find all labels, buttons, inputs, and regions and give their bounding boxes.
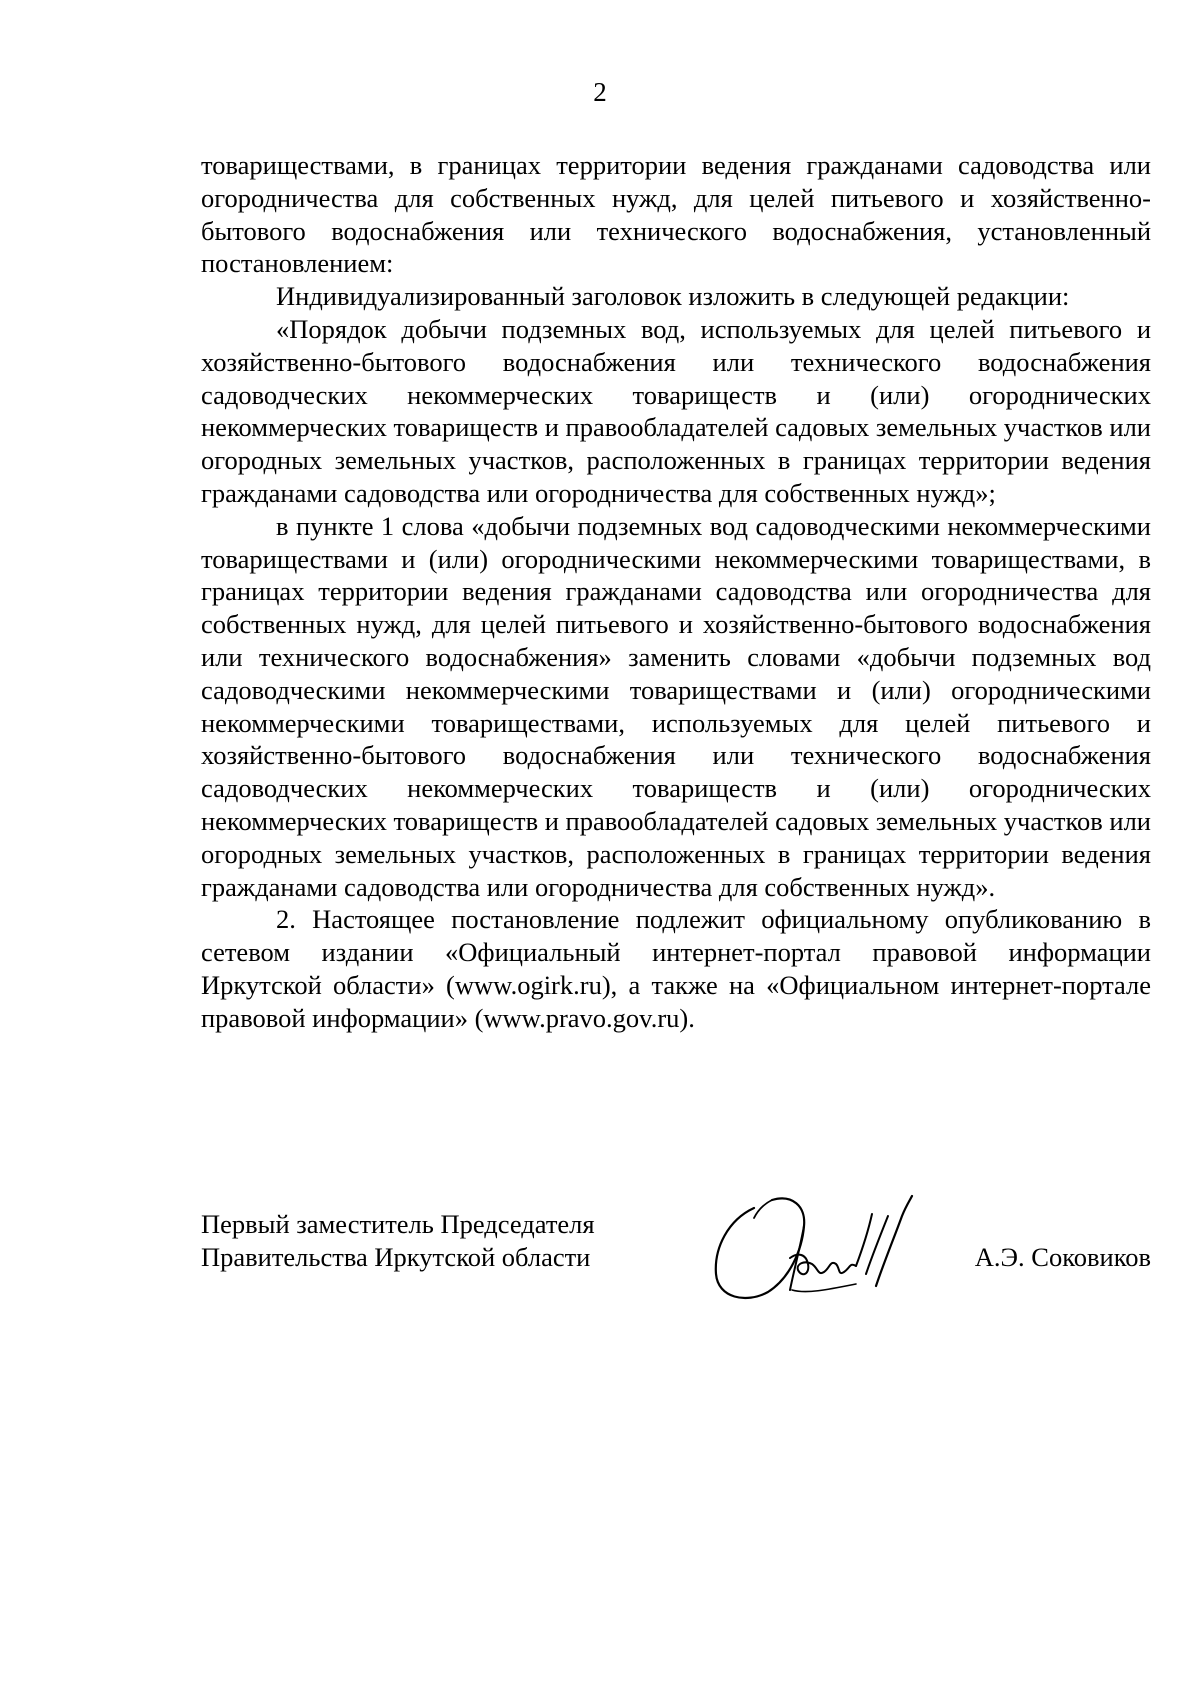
paragraph-heading-instruction: Индивидуализированный заголовок изложить в следующей редакции: (276, 281, 1070, 312)
paragraph-new-heading: «Порядок добычи подземных вод, используемых для целей питьевого и хозяйственно-бытового водоснабжения или технического водоснабжения садоводческих некоммерческих товариществ и (или) огороднических некоммерческих товариществ и правообладателей садовых земельных участков или огородных земельных участков, расположенных в границах территории ведения гражданами садоводства или огородничества для собственных нужд»; (201, 313, 1151, 508)
signer-position (201, 1208, 595, 1274)
signer-name: А.Э. Соковиков (974, 1242, 1151, 1272)
paragraph-continuation: товариществами, в границах территории ведения гражданами садоводства или огородничества для собственных нужд, для целей питьевого и хозяйственно-бытового водоснабжения или технического водоснабжения, установленный постановлением: (201, 150, 1151, 279)
paragraph-point-1-amendment: в пункте 1 слова «добычи подземных вод садоводческими некоммерческими товариществами и (или) огородническими некоммерческими товариществами, в границах территории ведения гражданами садоводства или огородничества для собственных нужд, для целей питьевого и хозяйственно-бытового водоснабжения или технического водоснабжения» заменить словами «добычи подземных вод садоводческими некоммерческими товариществами и (или) огородническими некоммерческими товариществами, используемых для целей питьевого и хозяйственно-бытового водоснабжения или технического водоснабжения садоводческих некоммерческих товариществ и (или) огороднических некоммерческих товариществ и правообладателей садовых земельных участков или огородных земельных участков, расположенных в границах территории ведения гражданами садоводства или огородничества для собственных нужд». (201, 510, 1151, 902)
signature-block (201, 1208, 1151, 1348)
document-body (201, 149, 1151, 1035)
paragraph-publication: 2. Настоящее постановление подлежит официальному опубликованию в сетевом издании «Официальный интернет-портал правовой информации Иркутской области» (www.ogirk.ru), а также на «Официальном интернет-портале правовой информации» (www.pravo.gov.ru). (201, 904, 1151, 1033)
signer-position-line-1: Первый заместитель Председателя (201, 1209, 595, 1239)
handwritten-signature (706, 1186, 921, 1311)
page-number: 2 (593, 77, 607, 107)
signer-position-line-2: Правительства Иркутской области (201, 1242, 591, 1272)
